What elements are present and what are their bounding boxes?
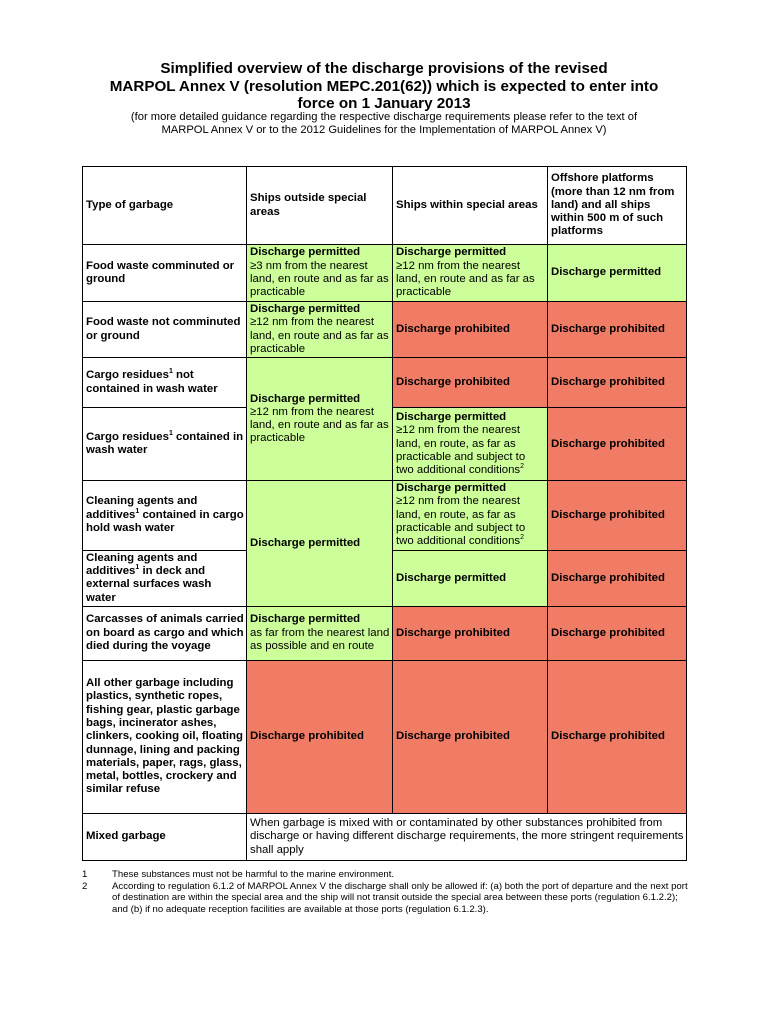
garbage-type-text: not contained in wash water: [86, 369, 218, 395]
table-header-row: [83, 167, 687, 245]
status-label: Discharge permitted: [250, 392, 361, 405]
condition-text: ≥12 nm from the nearest land, en route and as far as practicable: [396, 259, 535, 299]
garbage-type-cell: [83, 358, 247, 408]
table-row: [83, 606, 687, 660]
within-cell: [393, 408, 548, 481]
outside-cell: [247, 245, 393, 302]
footnote-ref: 2: [520, 463, 525, 471]
garbage-type-text: contained in cargo hold wash water: [86, 508, 244, 535]
offshore-cell: Discharge prohibited: [548, 358, 687, 408]
table-row: [83, 358, 687, 408]
garbage-type-cell: [83, 481, 247, 550]
outside-cell: [247, 302, 393, 358]
footnote-ref: 1: [168, 429, 173, 437]
garbage-type-text: Cargo residues: [86, 369, 169, 382]
title-line: Simplified overview of the discharge provisions of the revised: [160, 60, 608, 77]
offshore-cell: Discharge prohibited: [548, 660, 687, 813]
garbage-type-cell: [83, 550, 247, 606]
garbage-type-cell: Mixed garbage: [83, 813, 247, 860]
condition-text-body: ≥12 nm from the nearest land, en route, as far as practicable and subject to two additional conditions: [396, 495, 526, 548]
within-cell: [393, 481, 548, 550]
offshore-cell: Discharge prohibited: [548, 302, 687, 358]
footnote: [82, 869, 688, 881]
table-row: [83, 302, 687, 358]
offshore-cell: Discharge permitted: [548, 245, 687, 302]
offshore-cell: Discharge prohibited: [548, 550, 687, 606]
footnote-ref: 1: [135, 507, 140, 515]
within-cell: Discharge prohibited: [393, 302, 548, 358]
discharge-table: [82, 166, 687, 861]
garbage-type-text: Cleaning agents and additives: [86, 495, 198, 521]
within-cell: Discharge prohibited: [393, 660, 548, 813]
condition-text: ≥12 nm from the nearest land, en route and as far as practicable: [250, 405, 389, 445]
footnote-ref: 1: [168, 368, 173, 376]
condition-text: [396, 495, 545, 548]
garbage-type-cell: Food waste not comminuted or ground: [83, 302, 247, 358]
condition-text-body: ≥12 nm from the nearest land, en route, as far as practicable and subject to two additional conditions: [396, 424, 526, 477]
document-title: [0, 60, 768, 113]
garbage-type-text: in deck and external surfaces wash water: [86, 564, 212, 604]
status-label: Discharge permitted: [396, 410, 507, 423]
document-subtitle: [0, 111, 768, 137]
within-cell: Discharge permitted: [393, 550, 548, 606]
condition-text: as far from the nearest land as possible and en route: [250, 626, 390, 652]
footnote-number: 2: [82, 880, 88, 892]
garbage-type-text: Cleaning agents and additives: [86, 551, 198, 577]
within-cell: Discharge prohibited: [393, 606, 548, 660]
header-ships-within: Ships within special areas: [393, 167, 548, 245]
offshore-cell: Discharge prohibited: [548, 606, 687, 660]
condition-text: ≥12 nm from the nearest land, en route and as far as practicable: [250, 316, 389, 355]
status-label: Discharge permitted: [250, 303, 361, 315]
status-label: Discharge permitted: [396, 482, 507, 495]
table-row: [83, 481, 687, 550]
condition-text: ≥3 nm from the nearest land, en route and as far as practicable: [250, 259, 389, 299]
outside-cell: [247, 358, 393, 481]
status-label: Discharge permitted: [250, 246, 361, 259]
header-type-of-garbage: Type of garbage: [83, 167, 247, 245]
offshore-cell: Discharge prohibited: [548, 408, 687, 481]
table-row: [83, 660, 687, 813]
header-offshore-platforms: Offshore platforms (more than 12 nm from land) and all ships within 500 m of such platforms: [548, 167, 687, 245]
footnote-ref: 1: [135, 563, 140, 571]
footnote-text: According to regulation 6.1.2 of MARPOL Annex V the discharge shall only be allowed if: (a) both the port of departure and the next port of destination are within the special area and the ship will not transit outside the special area between these ports (regulation 6.1.2.2); and (b) if no adequate reception facilities are available at those ports (regulation 6.1.2.3).: [112, 880, 688, 915]
subtitle-line: MARPOL Annex V or to the 2012 Guidelines for the Implementation of MARPOL Annex V): [161, 124, 607, 136]
garbage-type-text: contained in wash water: [86, 430, 244, 457]
outside-cell: [247, 606, 393, 660]
subtitle-line: (for more detailed guidance regarding the respective discharge requirements please refer to the text of: [130, 111, 638, 123]
footnote-number: 1: [82, 869, 88, 880]
offshore-cell: Discharge prohibited: [548, 481, 687, 550]
outside-cell: Discharge permitted: [247, 481, 393, 607]
within-cell: Discharge prohibited: [393, 358, 548, 408]
condition-text: [396, 424, 545, 477]
title-line: force on 1 January 2013: [297, 95, 471, 112]
within-cell: [393, 245, 548, 302]
status-label: Discharge permitted: [396, 246, 507, 259]
garbage-type-cell: Carcasses of animals carried on board as cargo and which died during the voyage: [83, 606, 247, 660]
garbage-type-text: Cargo residues: [86, 430, 169, 443]
table-row: [83, 813, 687, 860]
title-line: MARPOL Annex V (resolution MEPC.201(62)) which is expected to enter into: [109, 77, 659, 95]
garbage-type-cell: Food waste comminuted or ground: [83, 245, 247, 302]
mixed-garbage-note: When garbage is mixed with or contaminated by other substances prohibited from discharge or having different discharge requirements, the more stringent requirements shall apply: [247, 813, 687, 860]
garbage-type-cell: [83, 408, 247, 481]
outside-cell: Discharge prohibited: [247, 660, 393, 813]
footnote-ref: 2: [520, 534, 525, 542]
garbage-type-cell: All other garbage including plastics, synthetic ropes, fishing gear, plastic garbage bags, incinerator ashes, clinkers, cooking oil, floating dunnage, lining and packing materials, paper, rags, glass, metal, bottles, crockery and similar refuse: [83, 660, 247, 813]
footnote: [82, 881, 688, 916]
footnote-text: These substances must not be harmful to the marine environment.: [112, 869, 395, 880]
header-ships-outside: Ships outside special areas: [247, 167, 393, 245]
table-row: [83, 245, 687, 302]
status-label: Discharge permitted: [250, 613, 361, 626]
footnotes: [82, 869, 688, 915]
